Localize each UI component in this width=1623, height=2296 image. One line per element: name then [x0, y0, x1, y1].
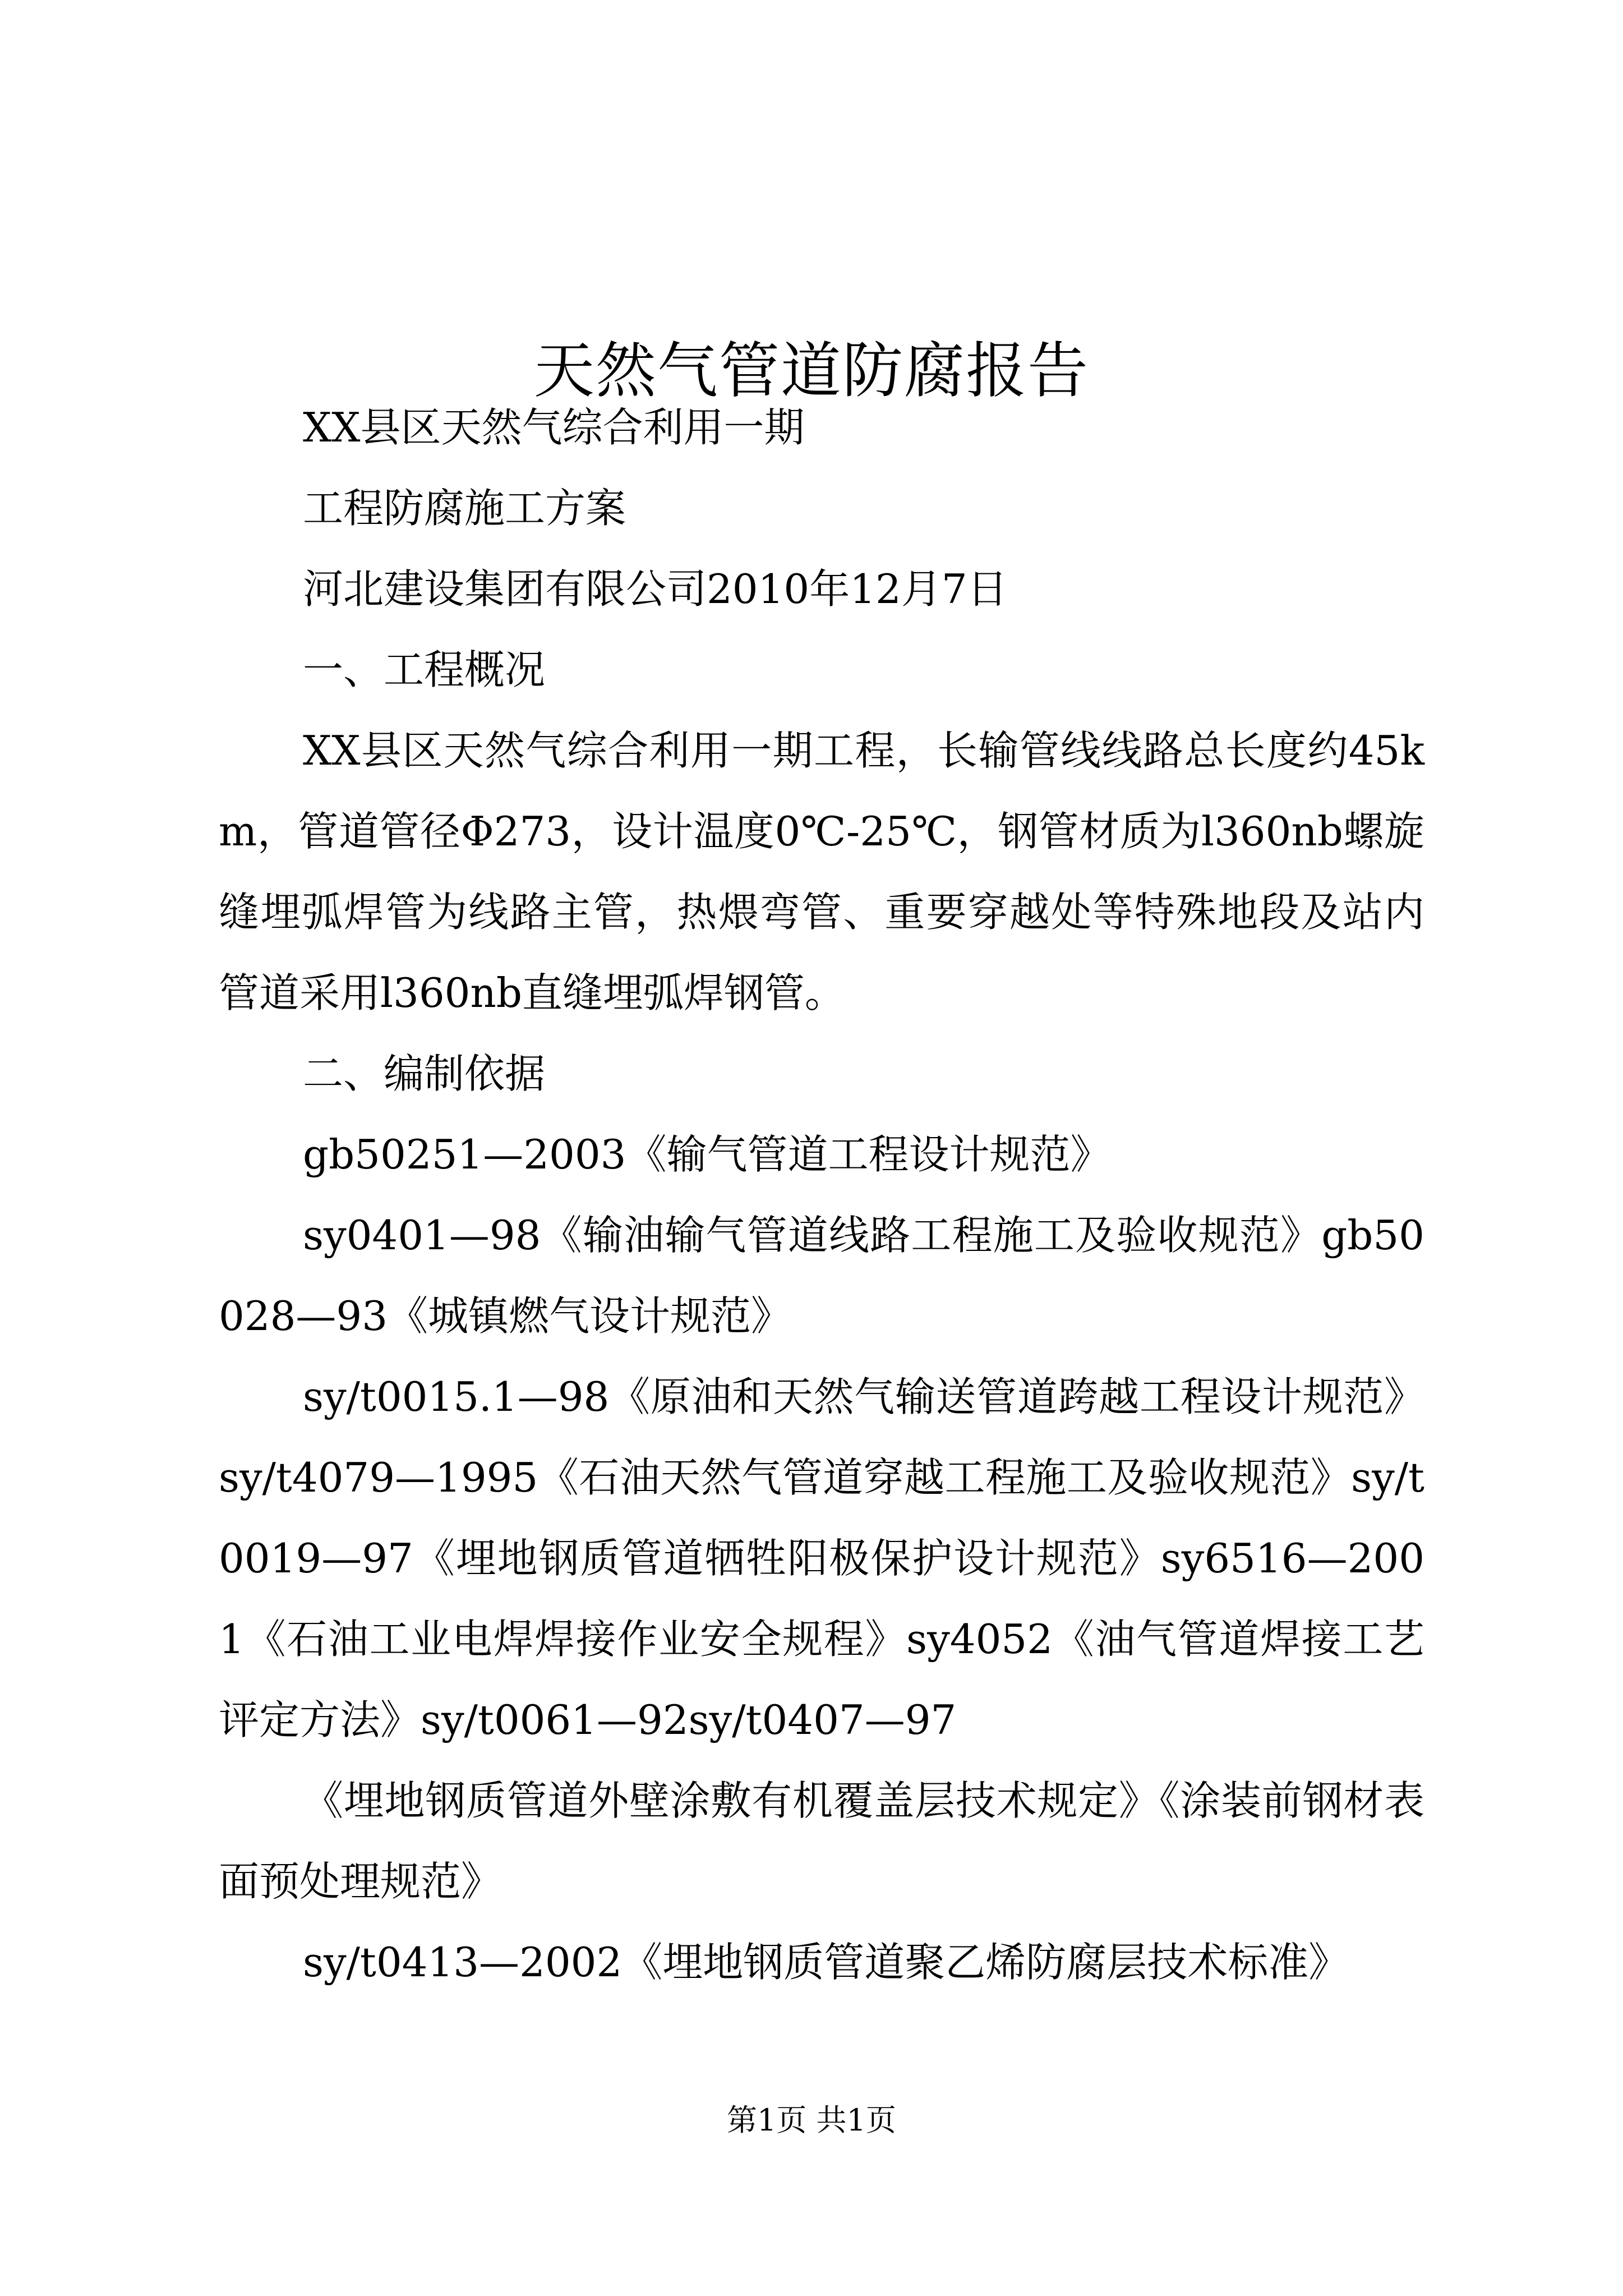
section-heading-basis: 二、编制依据	[303, 1050, 546, 1097]
paragraph-standard-4: 《埋地钢质管道外壁涂敷有机覆盖层技术规定》《涂装前钢材表面预处理规范》	[219, 1777, 1424, 1905]
document-title: 天然气管道防腐报告	[533, 336, 1089, 407]
paragraph-standard-5: sy/t0413—2002《埋地钢质管道聚乙烯防腐层技术标准》	[303, 1939, 1349, 1986]
document-body	[219, 387, 1424, 2003]
paragraph-standard-3: sy/t0015.1—98《原油和天然气输送管道跨越工程设计规范》sy/t4079—1995《石油天然气管道穿越工程施工及验收规范》sy/t0019—97《埋地钢质管道牺牲阳极保护设计规范》sy6516—2001《石油工业电焊焊接作业安全规程》sy4052《油气管道焊接工艺评定方法》sy/t0061—92sy/t0407—97	[219, 1373, 1424, 1743]
paragraph-plan-title: 工程防腐施工方案	[303, 485, 626, 532]
paragraph-project-name: XX县区天然气综合利用一期	[303, 404, 805, 451]
paragraph-standard-2: sy0401—98《输油输气管道线路工程施工及验收规范》gb50028—93《城镇燃气设计规范》	[219, 1212, 1424, 1340]
section-heading-overview: 一、工程概况	[303, 646, 546, 693]
page-footer: 第1页 共1页	[727, 2102, 896, 2138]
paragraph-company-date: 河北建设集团有限公司2010年12月7日	[303, 565, 1008, 613]
paragraph-standard-1: gb50251—2003《输气管道工程设计规范》	[303, 1131, 1111, 1178]
paragraph-overview: XX县区天然气综合利用一期工程，长输管线线路总长度约45km，管道管径Φ273，设计温度0℃-25℃，钢管材质为l360nb螺旋缝埋弧焊管为线路主管，热煨弯管、重要穿越处等特殊地段及站内管道采用l360nb直缝埋弧焊钢管。	[219, 727, 1424, 1016]
